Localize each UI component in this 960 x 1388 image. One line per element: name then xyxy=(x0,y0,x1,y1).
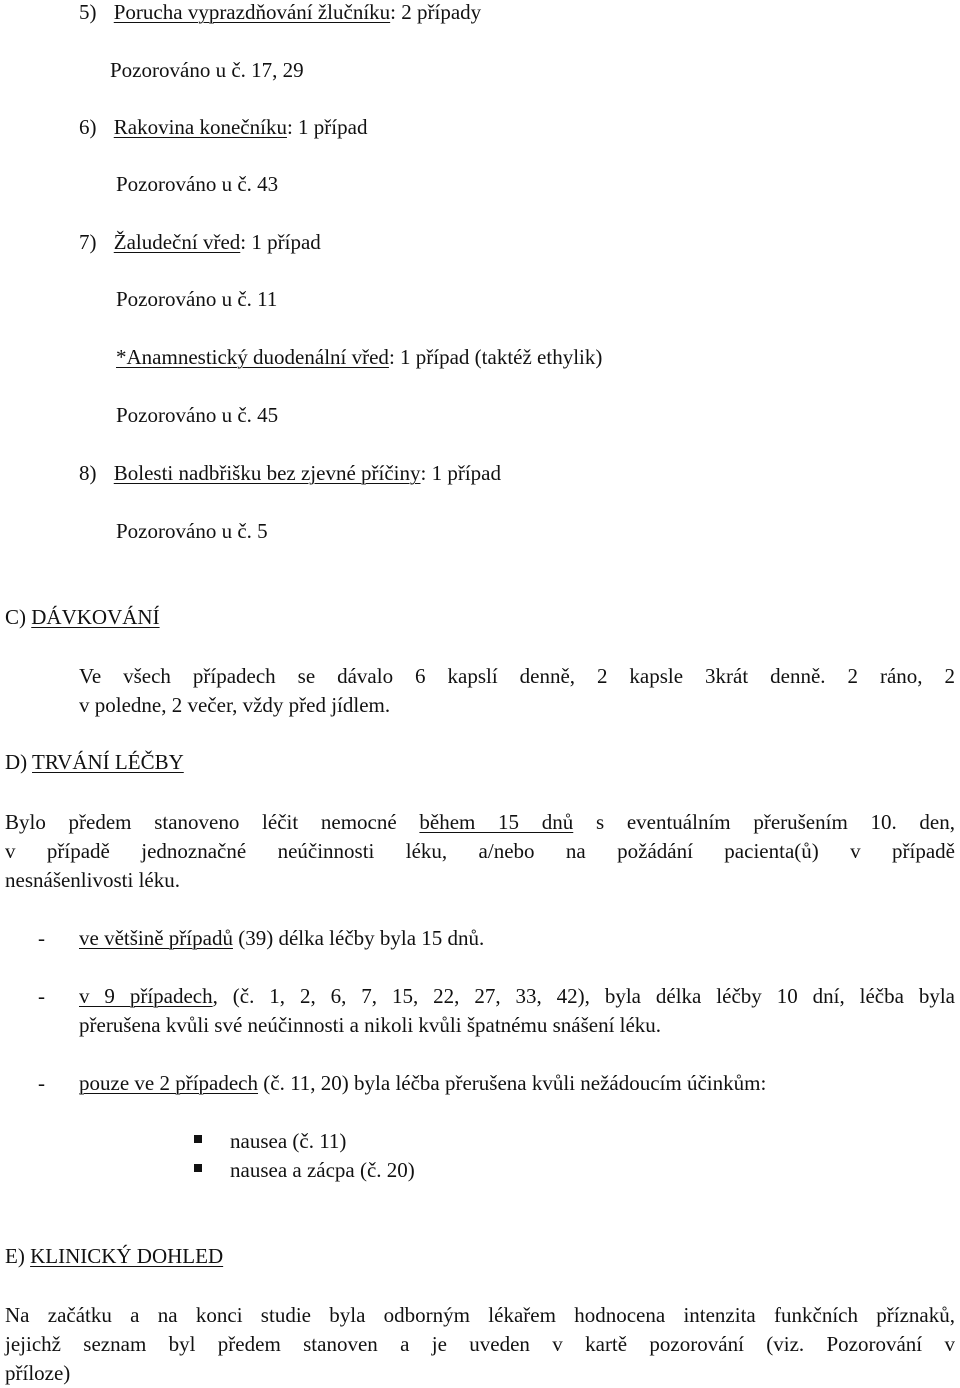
item-title: Porucha vyprazdňování žlučníku xyxy=(113,0,391,24)
item-title: Rakovina konečníku xyxy=(113,115,287,139)
observed-line: Pozorováno u č. 5 xyxy=(116,519,268,543)
item-count: : 1 případ (taktéž ethylik) xyxy=(388,345,603,369)
item-title: *Anamnestický duodenální vřed xyxy=(116,345,389,369)
list-item xyxy=(116,345,602,369)
dash-bullet: - xyxy=(38,1071,45,1095)
heading-text: DÁVKOVÁNÍ xyxy=(31,605,160,629)
underlined-phrase: pouze ve 2 případech xyxy=(79,1071,259,1095)
underlined-phrase: v 9 případech xyxy=(79,984,213,1008)
list-item xyxy=(79,230,321,254)
item-number: 5) xyxy=(79,0,97,24)
sub-bullet-text: nausea (č. 11) xyxy=(230,1129,347,1153)
dash-bullet: - xyxy=(38,984,45,1008)
sub-bullet-text: nausea a zácpa (č. 20) xyxy=(230,1158,415,1182)
paragraph-line: přerušena kvůli své neúčinnosti a nikoli kvůli špatnému snášení léku. xyxy=(79,1013,662,1037)
paragraph-line: v poledne, 2 večer, vždy před jídlem. xyxy=(79,693,391,717)
observed-line: Pozorováno u č. 17, 29 xyxy=(110,58,304,82)
item-count: : 1 případ xyxy=(286,115,368,139)
bullet-text: pouze ve 2 případech (č. 11, 20) byla léčba přerušena kvůli nežádoucím účinkům: xyxy=(79,1071,767,1095)
item-title: Žaludeční vřed xyxy=(113,230,241,254)
item-count: : 1 případ xyxy=(420,461,501,485)
item-number: 6) xyxy=(79,115,97,139)
dash-bullet: - xyxy=(38,926,45,950)
item-number: 7) xyxy=(79,230,97,254)
section-heading-d: D) TRVÁNÍ LÉČBY xyxy=(5,750,184,774)
observed-line: Pozorováno u č. 43 xyxy=(116,172,279,196)
section-heading-e: E) KLINICKÝ DOHLED xyxy=(5,1244,224,1268)
square-bullet-icon xyxy=(194,1135,202,1143)
paragraph-line: jejichž seznam byl předem stanoven a je uveden v kartě pozorování (viz. Pozorování v xyxy=(5,1332,955,1356)
observed-line: Pozorováno u č. 11 xyxy=(116,287,278,311)
item-number: 8) xyxy=(79,461,97,485)
paragraph-line: nesnášenlivosti léku. xyxy=(5,868,180,892)
paragraph-line: Bylo předem stanoveno léčit nemocné během 15 dnů s eventuálním přerušením 10. den, xyxy=(5,810,956,834)
underlined-phrase: ve většině případů xyxy=(79,926,233,950)
paragraph-line: Ve všech případech se dávalo 6 kapslí denně, 2 kapsle 3krát denně. 2 ráno, 2 xyxy=(79,664,955,688)
list-item xyxy=(79,0,481,24)
heading-text: TRVÁNÍ LÉČBY xyxy=(32,750,184,774)
heading-text: KLINICKÝ DOHLED xyxy=(30,1244,224,1268)
square-bullet-icon xyxy=(194,1164,202,1172)
bullet-text: v 9 případech, (č. 1, 2, 6, 7, 15, 22, 27, 33, 42), byla délka léčby 10 dní, léčba byla xyxy=(79,984,955,1008)
list-item xyxy=(79,115,367,139)
underlined-phrase: během 15 dnů xyxy=(419,810,574,834)
paragraph-line: Na začátku a na konci studie byla odborným lékařem hodnocena intenzita funkčních příznaků, xyxy=(5,1303,955,1327)
bullet-text: ve většině případů (39) délka léčby byla 15 dnů. xyxy=(79,926,485,950)
paragraph-line: v případě jednoznačné neúčinnosti léku, a/nebo na požádání pacienta(ů) v případě xyxy=(5,839,955,863)
observed-line: Pozorováno u č. 45 xyxy=(116,403,279,427)
list-item xyxy=(79,461,501,485)
item-count: : 1 případ xyxy=(240,230,321,254)
item-title: Bolesti nadbřišku bez zjevné příčiny xyxy=(113,461,421,485)
paragraph-line: příloze) xyxy=(5,1361,71,1385)
section-heading-c: C) DÁVKOVÁNÍ xyxy=(5,605,160,629)
item-count: : 2 případy xyxy=(390,0,482,24)
